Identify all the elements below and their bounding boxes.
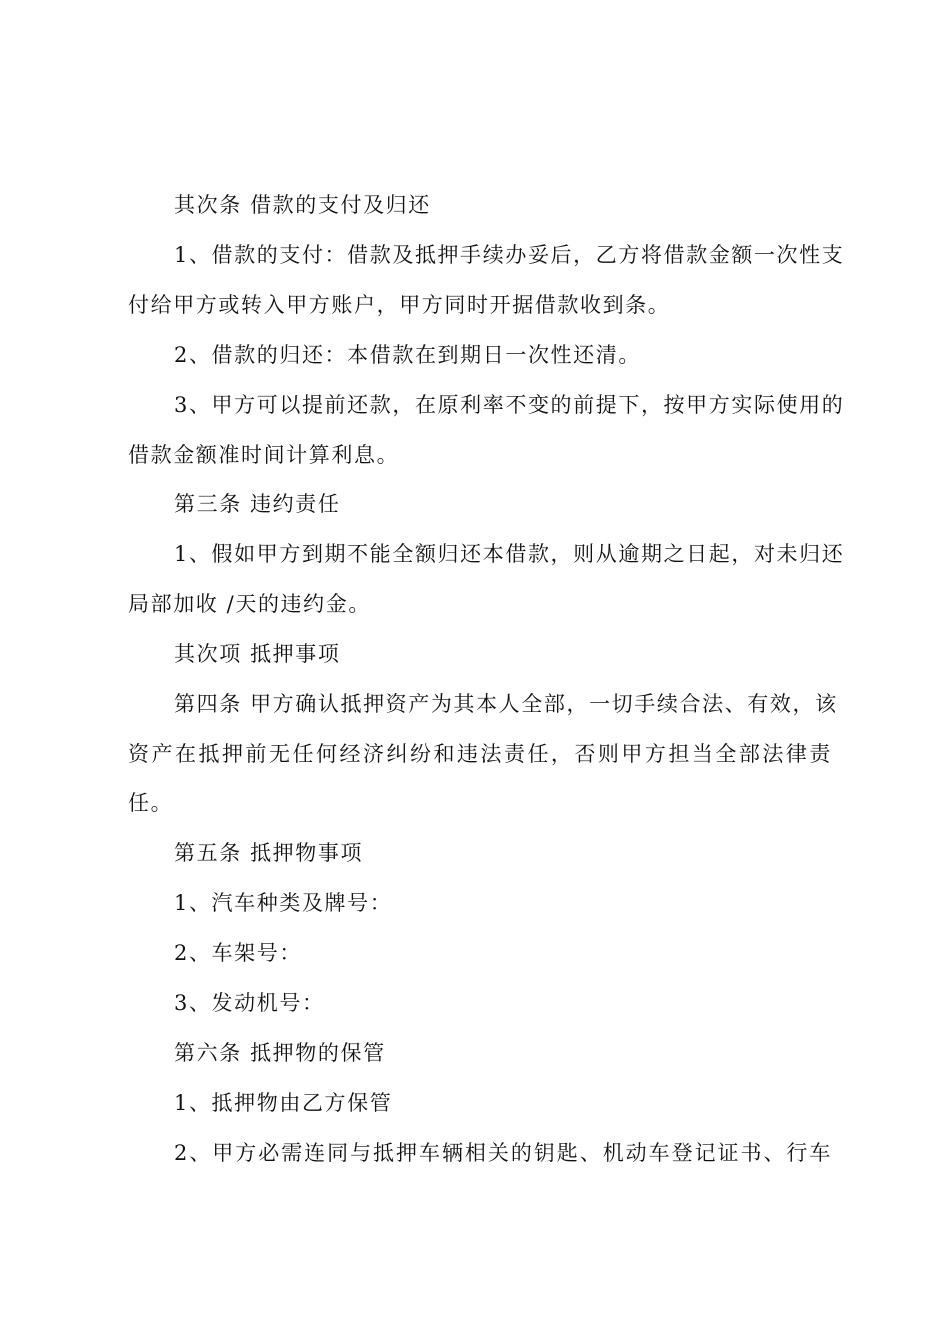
list-item: 1、抵押物由乙方保管 (174, 1091, 393, 1115)
section-heading-payment: 其次条 借款的支付及归还 (174, 193, 431, 217)
paragraph-line: 资产在抵押前无任何经济纠纷和违法责任，否则甲方担当全部法律责 (128, 742, 832, 766)
paragraph-line: 第四条 甲方确认抵押资产为其本人全部，一切手续合法、有效，该 (174, 692, 838, 716)
paragraph-line: 3、甲方可以提前还款，在原利率不变的前提下，按甲方实际使用的 (174, 393, 845, 417)
paragraph-line: 1、借款的支付：借款及抵押手续办妥后，乙方将借款金额一次性支 (174, 243, 845, 267)
section-heading-mortgage: 其次项 抵押事项 (174, 642, 341, 666)
paragraph-line: 2、借款的归还：本借款在到期日一次性还清。 (174, 343, 641, 367)
paragraph-line: 任。 (128, 791, 174, 815)
paragraph-line: 借款金额准时间计算利息。 (128, 443, 400, 467)
list-item: 3、发动机号： (174, 991, 325, 1015)
section-heading-collateral: 第五条 抵押物事项 (174, 841, 364, 865)
paragraph-line: 1、假如甲方到期不能全额归还本借款，则从逾期之日起，对未归还 (174, 542, 845, 566)
paragraph-line: 付给甲方或转入甲方账户，甲方同时开据借款收到条。 (128, 293, 671, 317)
section-heading-custody: 第六条 抵押物的保管 (174, 1041, 386, 1065)
paragraph-line: 2、甲方必需连同与抵押车辆相关的钥匙、机动车登记证书、行车 (174, 1141, 832, 1165)
list-item: 2、车架号： (174, 941, 302, 965)
paragraph-line: 局部加收 /天的违约金。 (128, 592, 371, 616)
section-heading-liability: 第三条 违约责任 (174, 492, 341, 516)
list-item: 1、汽车种类及牌号： (174, 891, 393, 915)
